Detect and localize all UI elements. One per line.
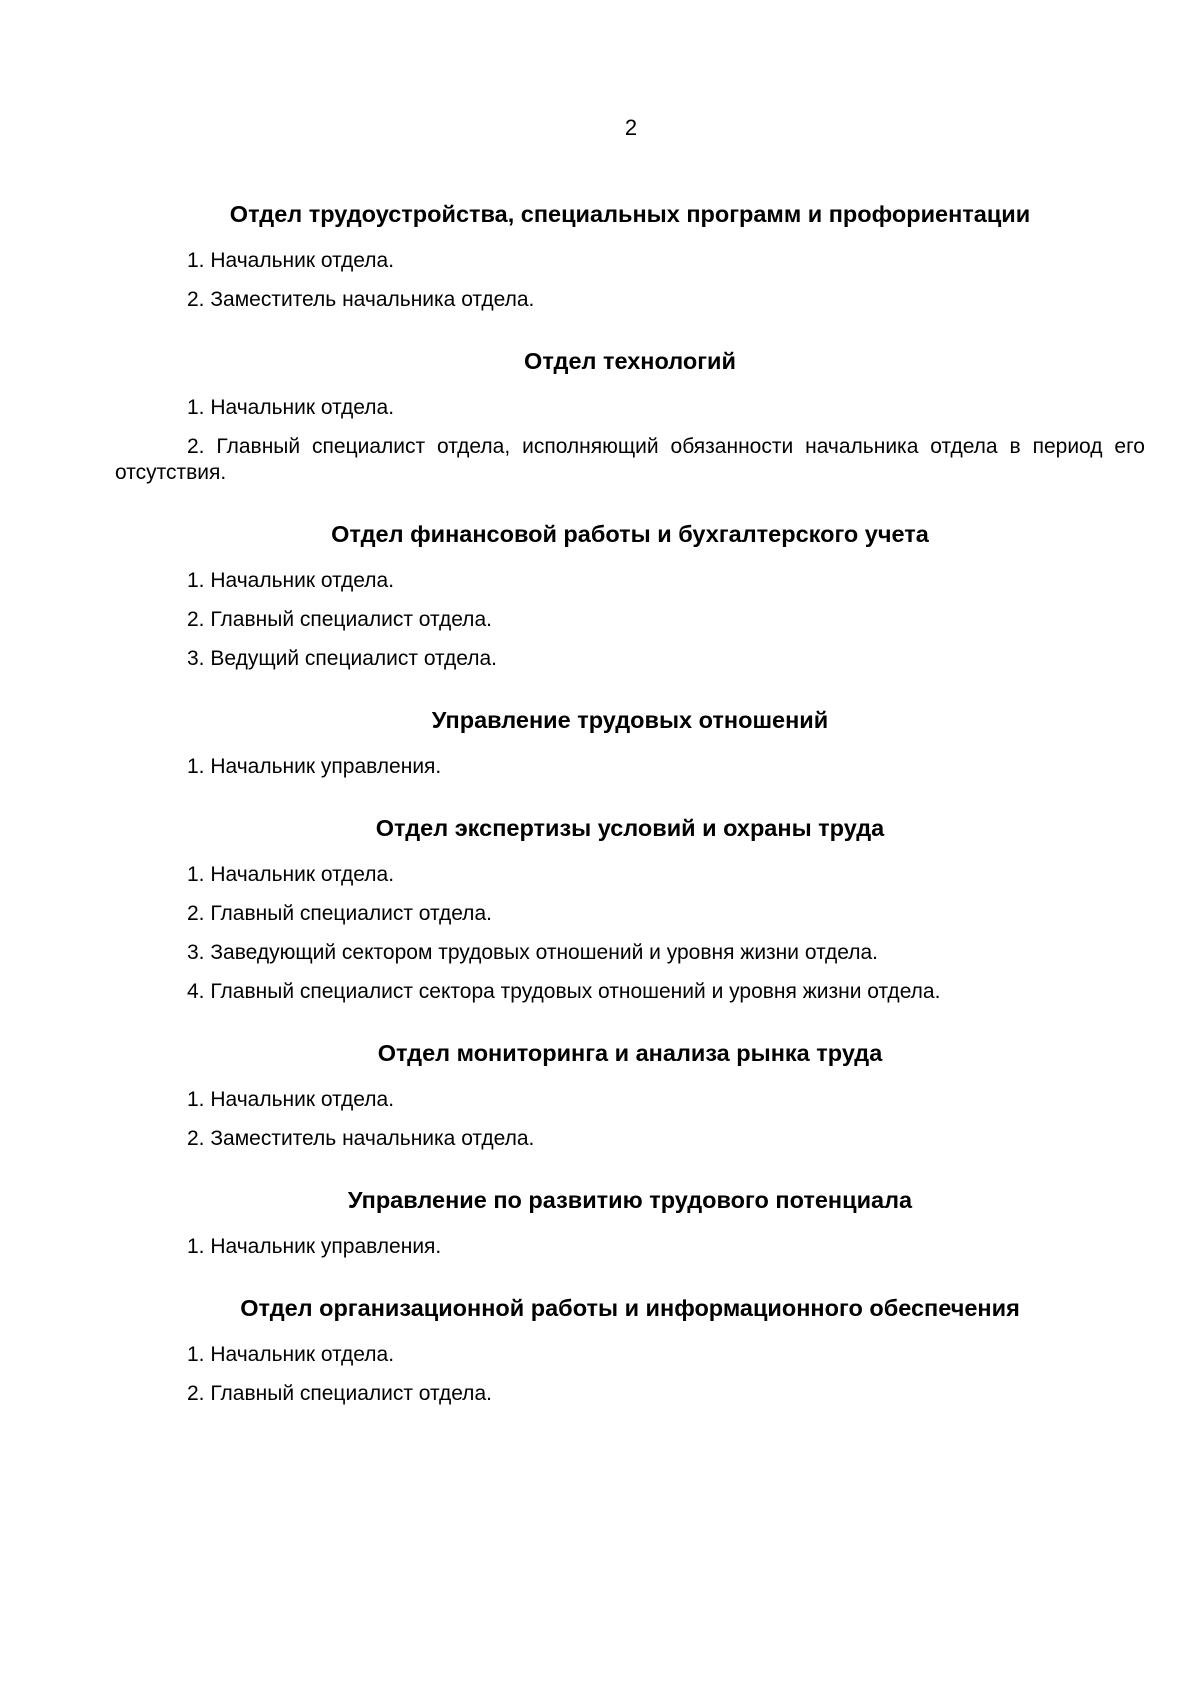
list-item: 3. Ведущий специалист отдела.: [187, 647, 497, 670]
list-item: 2. Главный специалист отдела.: [187, 902, 492, 925]
section-labor-relations: [115, 706, 1145, 780]
document-content: [115, 200, 1145, 1441]
position-list: [115, 1342, 1145, 1407]
list-item: 2. Заместитель начальника отдела.: [187, 288, 535, 311]
section-title: Отдел технологий: [524, 348, 736, 374]
list-item: 2. Главный специалист отдела, исполняющий обязанности начальника отдела в период его отсутствия.: [115, 435, 1145, 484]
list-item: 2. Главный специалист отдела.: [187, 608, 492, 631]
section-labor-potential: [115, 1186, 1145, 1260]
list-item: 1. Начальник отдела.: [187, 1343, 395, 1366]
section-market-analysis: [115, 1039, 1145, 1152]
list-item: 1. Начальник отдела.: [187, 396, 395, 419]
list-item: 2. Главный специалист отдела.: [187, 1382, 492, 1405]
list-item: 1. Начальник управления.: [187, 1235, 442, 1258]
section-labor-safety: [115, 814, 1145, 1005]
list-item: 2. Заместитель начальника отдела.: [187, 1127, 535, 1150]
position-list: [115, 1234, 1145, 1260]
section-technologies: [115, 347, 1145, 486]
section-title: Отдел финансовой работы и бухгалтерского учета: [331, 521, 929, 547]
list-item: 1. Начальник отдела.: [187, 1088, 395, 1111]
position-list: [115, 754, 1145, 780]
list-item: 1. Начальник отдела.: [187, 249, 395, 272]
section-title: Отдел мониторинга и анализа рынка труда: [377, 1040, 883, 1066]
position-list: [115, 568, 1145, 672]
section-organization: [115, 1294, 1145, 1407]
page-number: 2: [624, 115, 638, 140]
list-item: 1. Начальник управления.: [187, 755, 442, 778]
section-title: Управление трудовых отношений: [431, 707, 829, 733]
section-title: Отдел организационной работы и информационного обеспечения: [240, 1295, 1020, 1321]
section-title: Отдел трудоустройства, специальных программ и профориентации: [229, 201, 1031, 227]
list-item: 1. Начальник отдела.: [187, 569, 395, 592]
position-list: [115, 1087, 1145, 1152]
list-item: 4. Главный специалист сектора трудовых отношений и уровня жизни отдела.: [187, 980, 941, 1003]
position-list: [115, 395, 1145, 486]
list-item: 3. Заведующий сектором трудовых отношений и уровня жизни отдела.: [187, 941, 878, 964]
section-finance: [115, 520, 1145, 672]
section-employment: [115, 200, 1145, 313]
position-list: [115, 248, 1145, 313]
list-item: 1. Начальник отдела.: [187, 863, 395, 886]
section-title: Управление по развитию трудового потенциала: [347, 1187, 913, 1213]
position-list: [115, 862, 1145, 1005]
section-title: Отдел экспертизы условий и охраны труда: [375, 815, 885, 841]
